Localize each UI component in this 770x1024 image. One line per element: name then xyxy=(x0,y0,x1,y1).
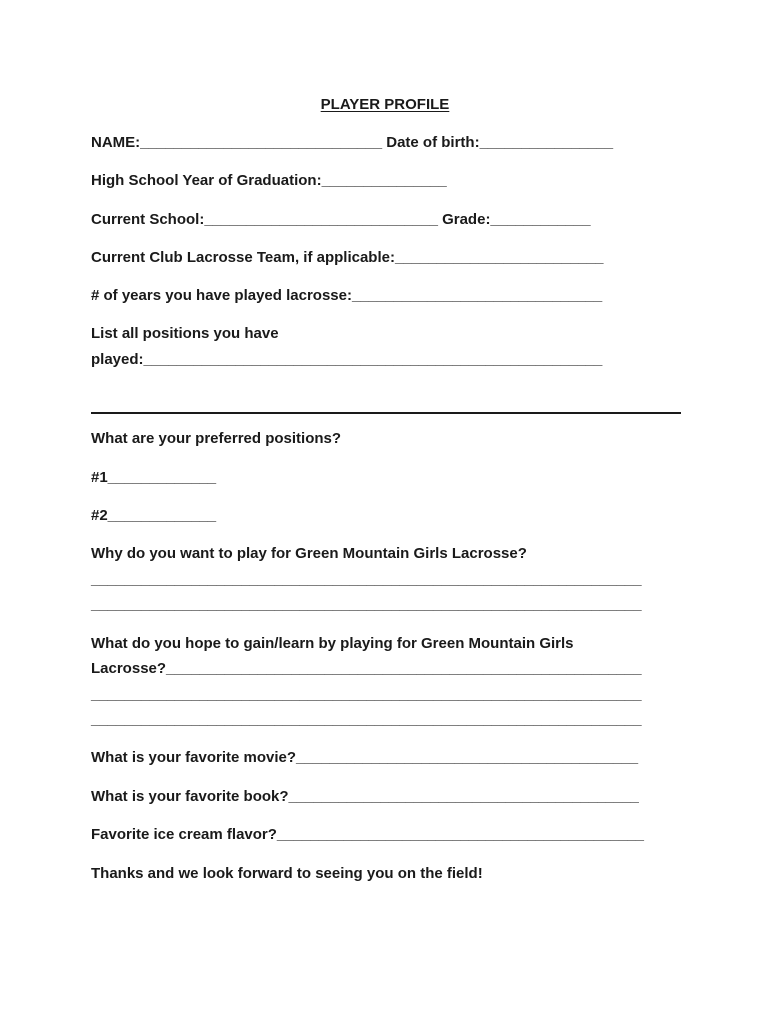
gain-answer-line-3[interactable]: __________________________________________________________________ xyxy=(91,711,642,728)
preferred-position-1-field[interactable]: #1_____________ xyxy=(91,469,217,486)
club-team-field[interactable]: Current Club Lacrosse Team, if applicable:_________________________ xyxy=(91,249,604,266)
favorite-movie-field[interactable]: What is your favorite movie?_________________________________________ xyxy=(91,749,639,766)
gain-answer-line-1[interactable]: Lacrosse?_________________________________________________________ xyxy=(91,660,642,677)
closing-message: Thanks and we look forward to seeing you on the field! xyxy=(91,865,483,882)
positions-label: List all positions you have xyxy=(91,325,279,342)
gain-question: What do you hope to gain/learn by playing for Green Mountain Girls xyxy=(91,635,574,652)
favorite-ice-cream-field[interactable]: Favorite ice cream flavor?____________________________________________ xyxy=(91,826,644,843)
why-play-answer-line-2[interactable]: __________________________________________________________________ xyxy=(91,596,642,613)
positions-field[interactable]: played:_______________________________________________________ xyxy=(91,351,603,368)
divider-line[interactable] xyxy=(91,412,681,414)
preferred-position-2-field[interactable]: #2_____________ xyxy=(91,507,217,524)
graduation-year-field[interactable]: High School Year of Graduation:_______________ xyxy=(91,172,447,189)
years-played-field[interactable]: # of years you have played lacrosse:______________________________ xyxy=(91,287,603,304)
favorite-book-field[interactable]: What is your favorite book?__________________________________________ xyxy=(91,788,639,805)
why-play-question: Why do you want to play for Green Mountain Girls Lacrosse? xyxy=(91,545,527,562)
page-title: PLAYER PROFILE xyxy=(320,96,450,113)
school-grade-field[interactable]: Current School:____________________________ Grade:____________ xyxy=(91,211,591,228)
why-play-answer-line-1[interactable]: __________________________________________________________________ xyxy=(91,571,642,588)
preferred-positions-question: What are your preferred positions? xyxy=(91,430,342,447)
name-dob-field[interactable]: NAME:_____________________________ Date of birth:________________ xyxy=(91,134,614,151)
gain-answer-line-2[interactable]: __________________________________________________________________ xyxy=(91,686,642,703)
